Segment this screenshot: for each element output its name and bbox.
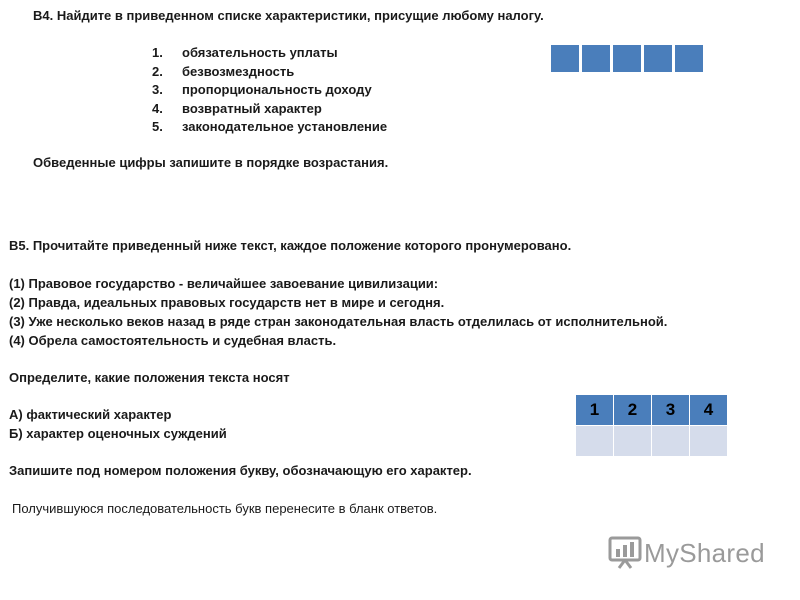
list-item: 3. пропорциональность доходу bbox=[152, 82, 372, 97]
list-item: 1. обязательность уплаты bbox=[152, 45, 338, 60]
myshared-logo bbox=[608, 536, 765, 570]
list-item: 4. возвратный характер bbox=[152, 100, 322, 116]
answer-cell[interactable] bbox=[674, 44, 704, 73]
table-header-cell: 4 bbox=[690, 395, 728, 426]
table-header-row bbox=[576, 395, 728, 426]
b5-statement-2: (2) Правда, идеальных правовых государств нет в мире и сегодня. bbox=[9, 295, 445, 310]
b4-options-list bbox=[152, 44, 387, 137]
b5-statement-3: (3) Уже несколько веков назад в ряде стран законодательная власть отделилась от исполнительной. bbox=[9, 314, 668, 329]
b5-answer-table bbox=[575, 394, 728, 457]
b4-instruction: Обведенные цифры запишите в порядке возрастания. bbox=[33, 155, 389, 170]
myshared-logo-icon bbox=[608, 536, 644, 570]
b4-title: В4. Найдите в приведенном списке характеристики, присущие любому налогу. bbox=[33, 8, 544, 23]
table-header-cell: 2 bbox=[614, 395, 652, 426]
b5-option-a: А) фактический характер bbox=[9, 407, 172, 422]
answer-cell[interactable] bbox=[643, 44, 673, 73]
list-item: 2. безвозмездность bbox=[152, 63, 295, 79]
b5-write-instruction: Запишите под номером положения букву, обозначающую его характер. bbox=[9, 463, 472, 478]
answer-cell[interactable] bbox=[581, 44, 611, 73]
b4-answer-cells bbox=[550, 44, 705, 73]
b5-question: Определите, какие положения текста носят bbox=[9, 370, 290, 385]
b5-statement-4: (4) Обрела самостоятельность и судебная власть. bbox=[9, 333, 337, 348]
myshared-logo-text: MyShared bbox=[644, 537, 765, 568]
b5-transfer-instruction: Получившуюся последовательность букв перенесите в бланк ответов. bbox=[12, 501, 438, 516]
b5-statement-1: (1) Правовое государство - величайшее завоевание цивилизации: bbox=[9, 276, 439, 291]
table-header-cell: 1 bbox=[576, 395, 614, 426]
answer-cell[interactable] bbox=[576, 426, 614, 457]
table-row bbox=[576, 426, 728, 457]
answer-cell[interactable] bbox=[652, 426, 690, 457]
answer-cell[interactable] bbox=[550, 44, 580, 73]
list-item: 5. законодательное установление bbox=[152, 119, 388, 134]
table-header-cell: 3 bbox=[652, 395, 690, 426]
b5-option-b: Б) характер оценочных суждений bbox=[9, 426, 227, 441]
answer-cell[interactable] bbox=[614, 426, 652, 457]
answer-cell[interactable] bbox=[690, 426, 728, 457]
answer-cell[interactable] bbox=[612, 44, 642, 73]
b5-title: В5. Прочитайте приведенный ниже текст, каждое положение которого пронумеровано. bbox=[9, 238, 572, 253]
